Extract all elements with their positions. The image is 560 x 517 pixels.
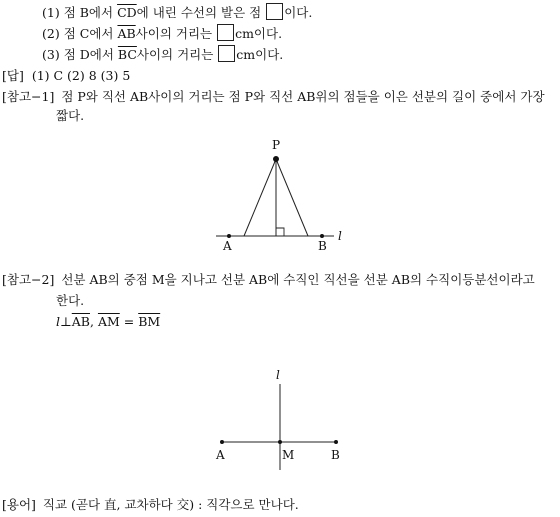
answer-blank-2	[217, 24, 234, 41]
formula-line-l: l	[56, 314, 60, 329]
note1-line1	[2, 88, 545, 106]
segment-p-right	[276, 159, 308, 236]
formula-segment-ab: $\overline{AB}$	[71, 314, 90, 329]
term-line	[2, 496, 299, 514]
answer-text: (1) C (2) 8 (3) 5	[31, 68, 131, 83]
term-text: 직교 (곧다 直, 교차하다 交) : 직각으로 만나다.	[42, 497, 299, 512]
label-a: A	[223, 239, 232, 253]
item-1-text-mid: 에 내린 수선의 발은 점	[136, 5, 266, 20]
answer-blank-1	[266, 3, 283, 20]
note1-line2	[56, 107, 84, 125]
item-1-number: (1)	[42, 5, 60, 20]
note1-text-2: 짧다.	[56, 108, 85, 123]
label-a-fig: A	[216, 448, 225, 462]
item-2-number: (2)	[42, 26, 60, 41]
segment-ab: $\overline{AB}$	[117, 26, 136, 41]
item-1	[42, 3, 312, 22]
item-3-text-post: cm이다.	[236, 47, 284, 62]
segment-bc: $\overline{BC}$	[117, 47, 137, 62]
figure-distance-diagram	[200, 132, 370, 257]
formula-comma: ,	[89, 314, 98, 329]
note2-line2	[56, 292, 84, 310]
formula-equals: =	[119, 314, 139, 329]
segment-cd: $\overline{CD}$	[117, 5, 137, 20]
label-p: P	[272, 138, 281, 152]
item-3	[42, 45, 283, 64]
perpendicular-symbol: ⊥	[60, 314, 72, 329]
note1-text-1: 점 P와 직선 AB사이의 거리는 점 P와 직선 AB위의 점들을 이은 선분의 길이 중에서 가장	[61, 89, 545, 104]
item-2-text-mid: 사이의 거리는	[135, 26, 217, 41]
label-b: B	[318, 239, 327, 253]
label-b-fig: B	[331, 448, 340, 462]
note2-formula	[56, 313, 160, 331]
note2-label: [참고−2]	[2, 272, 55, 287]
point-a	[227, 234, 231, 238]
item-2-text-pre: 점 C에서	[63, 26, 118, 41]
item-1-text-post: 이다.	[284, 5, 313, 20]
formula-segment-am: $\overline{AM}$	[97, 314, 120, 329]
answer-line	[2, 67, 130, 85]
segment-p-left	[244, 159, 276, 236]
item-2	[42, 24, 282, 43]
answer-blank-3	[218, 45, 235, 62]
right-angle-mark	[276, 228, 284, 236]
point-p	[273, 156, 279, 162]
point-a-fig	[220, 440, 224, 444]
item-1-text-pre: 점 B에서	[63, 5, 118, 20]
note1-label: [참고−1]	[2, 89, 55, 104]
note2-line1	[2, 271, 535, 289]
item-3-number: (3)	[42, 47, 60, 62]
note2-text-1: 선분 AB의 중점 M을 지나고 선분 AB에 수직인 직선을 선분 AB의 수직이등분선이라고	[61, 272, 535, 287]
note2-text-2: 한다.	[56, 293, 85, 308]
term-label: [용어]	[2, 497, 36, 512]
point-m-fig	[278, 440, 282, 444]
label-m-fig: M	[282, 448, 295, 462]
formula-segment-bm: $\overline{BM}$	[138, 314, 161, 329]
figure-perpendicular-bisector	[210, 362, 350, 470]
label-l-fig: l	[276, 368, 280, 382]
item-3-text-pre: 점 D에서	[63, 47, 118, 62]
point-b	[320, 234, 324, 238]
answer-label: [답]	[2, 68, 24, 83]
label-l: l	[338, 229, 342, 243]
item-2-text-post: cm이다.	[235, 26, 283, 41]
item-3-text-mid: 사이의 거리는	[136, 47, 218, 62]
point-b-fig	[334, 440, 338, 444]
